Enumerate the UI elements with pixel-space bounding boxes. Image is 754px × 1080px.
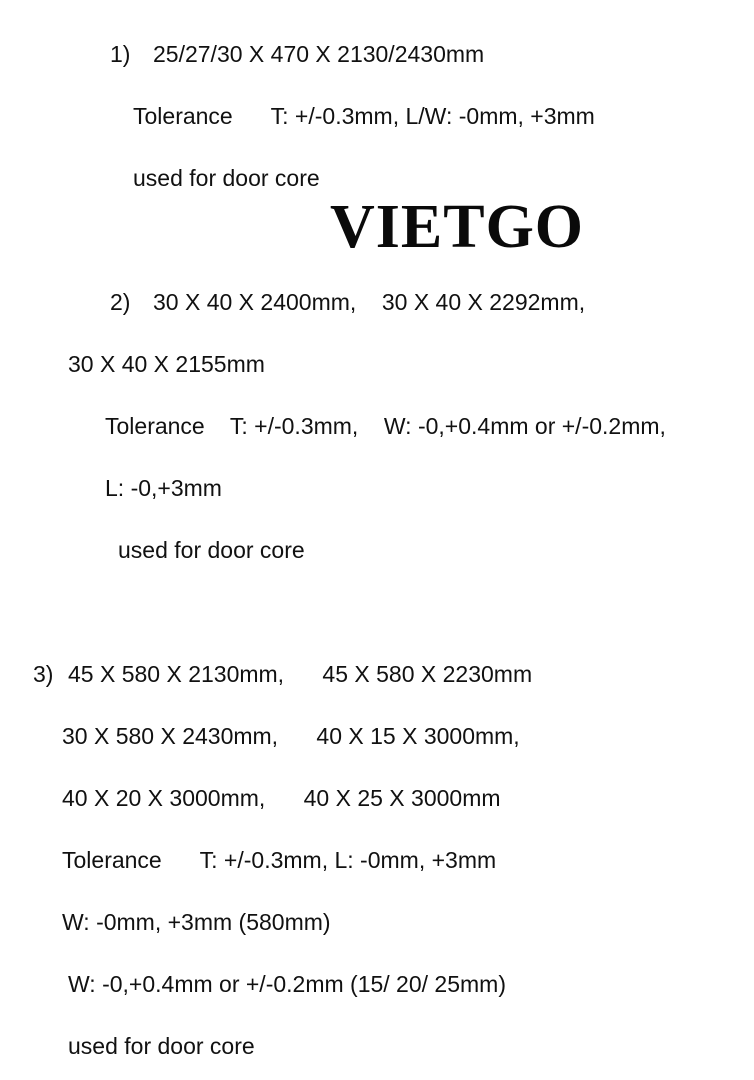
item-1-tolerance: Tolerance T: +/-0.3mm, L/W: -0mm, +3mm	[133, 103, 595, 129]
item-1-number: 1)	[110, 41, 131, 67]
item-3-dimensions-2: 30 X 580 X 2430mm, 40 X 15 X 3000mm,	[62, 723, 520, 749]
item-1-dimensions: 25/27/30 X 470 X 2130/2430mm	[153, 41, 485, 67]
item-3-dimensions-3: 40 X 20 X 3000mm, 40 X 25 X 3000mm	[62, 785, 501, 811]
item-2-tolerance: Tolerance T: +/-0.3mm, W: -0,+0.4mm or +/-0.2mm,	[105, 413, 666, 439]
item-3-tolerance: Tolerance T: +/-0.3mm, L: -0mm, +3mm	[62, 847, 497, 873]
item-3-tolerance-width-580: W: -0mm, +3mm (580mm)	[62, 909, 331, 935]
item-3-dimensions: 45 X 580 X 2130mm, 45 X 580 X 2230mm	[68, 661, 533, 687]
item-3-usage: used for door core	[68, 1033, 255, 1059]
vietgo-watermark: VIETGO	[329, 193, 585, 261]
item-2-number: 2)	[110, 289, 131, 315]
item-2-usage: used for door core	[118, 537, 305, 563]
item-1-usage: used for door core	[133, 165, 320, 191]
item-2-tolerance-length: L: -0,+3mm	[105, 475, 222, 501]
item-2-dimensions-cont: 30 X 40 X 2155mm	[68, 351, 265, 377]
item-2-dimensions: 30 X 40 X 2400mm, 30 X 40 X 2292mm,	[153, 289, 586, 315]
item-3-tolerance-width-small: W: -0,+0.4mm or +/-0.2mm (15/ 20/ 25mm)	[68, 971, 506, 997]
item-3-number: 3)	[33, 661, 54, 687]
